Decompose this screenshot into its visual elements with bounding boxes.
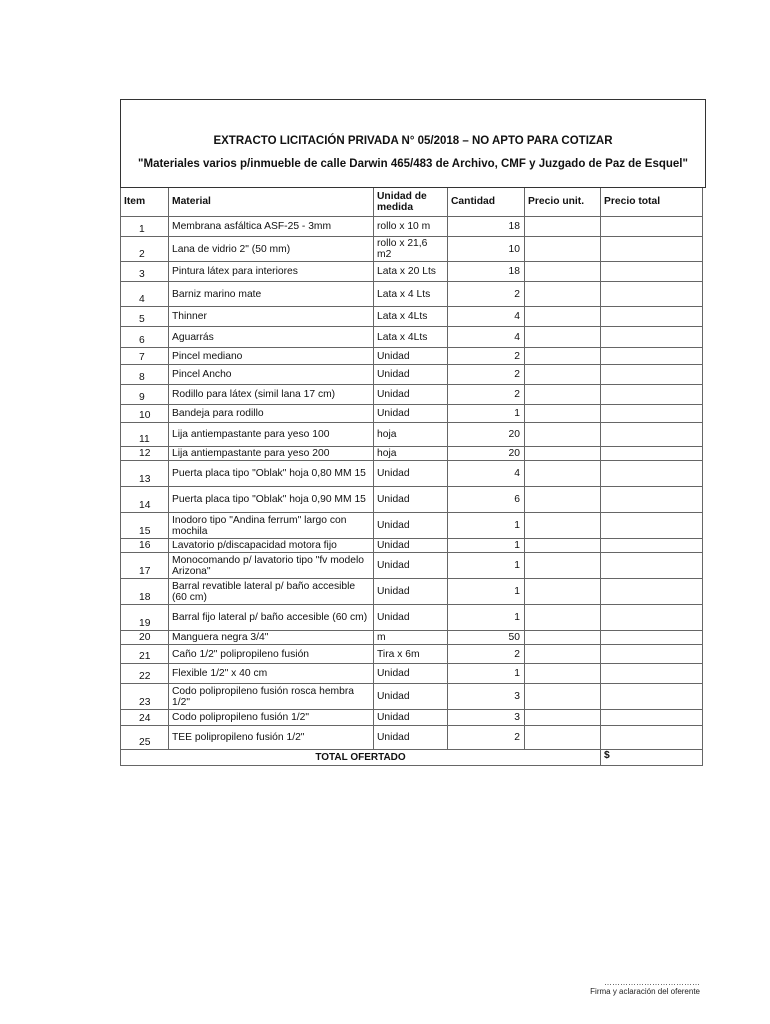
unit-price-cell[interactable] [525, 423, 601, 447]
material-cell: Monocomando p/ lavatorio tipo "fv modelo Arizona" [169, 553, 374, 579]
item-cell: 5 [121, 307, 169, 327]
unit-price-cell[interactable] [525, 447, 601, 461]
quantity-cell: 6 [448, 487, 525, 513]
material-cell: Codo polipropileno fusión rosca hembra 1/2" [169, 684, 374, 710]
quantity-cell: 4 [448, 461, 525, 487]
material-cell: Bandeja para rodillo [169, 405, 374, 423]
material-cell: Flexible 1/2" x 40 cm [169, 664, 374, 684]
total-price-cell[interactable] [601, 217, 703, 237]
unit-cell: Lata x 4 Lts [374, 282, 448, 307]
total-price-cell[interactable] [601, 447, 703, 461]
unit-price-cell[interactable] [525, 726, 601, 750]
document-header [120, 99, 706, 188]
item-cell: 6 [121, 327, 169, 348]
material-cell: Manguera negra 3/4" [169, 631, 374, 645]
total-price-cell[interactable] [601, 664, 703, 684]
quantity-cell: 1 [448, 605, 525, 631]
total-price-cell[interactable] [601, 262, 703, 282]
column-header-quantity: Cantidad [448, 187, 525, 217]
total-price-cell[interactable] [601, 710, 703, 726]
unit-price-cell[interactable] [525, 513, 601, 539]
item-cell: 18 [121, 579, 169, 605]
unit-cell: Tira x 6m [374, 645, 448, 664]
quantity-cell: 50 [448, 631, 525, 645]
unit-price-cell[interactable] [525, 539, 601, 553]
material-cell: Membrana asfáltica ASF-25 - 3mm [169, 217, 374, 237]
quantity-cell: 2 [448, 348, 525, 365]
material-cell: Lavatorio p/discapacidad motora fijo [169, 539, 374, 553]
total-price-cell[interactable] [601, 307, 703, 327]
unit-cell: Unidad [374, 385, 448, 405]
table-row [121, 726, 703, 750]
material-cell: Caño 1/2" polipropileno fusión [169, 645, 374, 664]
signature-line: ……………………………… [604, 978, 700, 987]
quantity-cell: 4 [448, 307, 525, 327]
table-row [121, 282, 703, 307]
unit-price-cell[interactable] [525, 553, 601, 579]
unit-cell: Unidad [374, 348, 448, 365]
unit-price-cell[interactable] [525, 684, 601, 710]
column-header-unit-price: Precio unit. [525, 187, 601, 217]
total-price-cell[interactable] [601, 726, 703, 750]
material-cell: Lana de vidrio 2" (50 mm) [169, 237, 374, 262]
unit-cell: Unidad [374, 710, 448, 726]
item-cell: 9 [121, 385, 169, 405]
item-cell: 4 [121, 282, 169, 307]
table-row [121, 684, 703, 710]
table-row [121, 365, 703, 385]
table-body [121, 217, 703, 750]
table-row [121, 385, 703, 405]
table-row [121, 327, 703, 348]
quantity-cell: 3 [448, 684, 525, 710]
material-cell: Aguarrás [169, 327, 374, 348]
material-cell: Pincel mediano [169, 348, 374, 365]
quantity-cell: 2 [448, 365, 525, 385]
table-row [121, 348, 703, 365]
unit-price-cell[interactable] [525, 307, 601, 327]
material-cell: Puerta placa tipo "Oblak" hoja 0,80 MM 15 [169, 461, 374, 487]
unit-cell: m [374, 631, 448, 645]
total-price-cell[interactable] [601, 579, 703, 605]
total-price-cell[interactable] [601, 684, 703, 710]
total-row [121, 750, 703, 766]
unit-cell: Lata x 4Lts [374, 327, 448, 348]
table-row [121, 645, 703, 664]
quantity-cell: 18 [448, 217, 525, 237]
quantity-cell: 1 [448, 664, 525, 684]
total-price-cell[interactable] [601, 237, 703, 262]
material-cell: Lija antiempastante para yeso 200 [169, 447, 374, 461]
item-cell: 3 [121, 262, 169, 282]
material-cell: Barniz marino mate [169, 282, 374, 307]
unit-cell: Lata x 4Lts [374, 307, 448, 327]
unit-price-cell[interactable] [525, 327, 601, 348]
column-header-item: Item [121, 187, 169, 217]
item-cell: 10 [121, 405, 169, 423]
item-cell: 19 [121, 605, 169, 631]
table-row [121, 664, 703, 684]
unit-price-cell[interactable] [525, 262, 601, 282]
material-cell: Rodillo para látex (simil lana 17 cm) [169, 385, 374, 405]
unit-cell: hoja [374, 447, 448, 461]
quantity-cell: 1 [448, 579, 525, 605]
table-row [121, 405, 703, 423]
quantity-cell: 1 [448, 405, 525, 423]
quantity-cell: 2 [448, 726, 525, 750]
material-cell: Codo polipropileno fusión 1/2" [169, 710, 374, 726]
column-header-total-price: Precio total [601, 187, 703, 217]
material-cell: Thinner [169, 307, 374, 327]
table-row [121, 553, 703, 579]
unit-price-cell[interactable] [525, 365, 601, 385]
material-cell: Lija antiempastante para yeso 100 [169, 423, 374, 447]
total-price-cell[interactable] [601, 539, 703, 553]
unit-cell: Unidad [374, 726, 448, 750]
material-cell: Pincel Ancho [169, 365, 374, 385]
unit-price-cell[interactable] [525, 385, 601, 405]
total-value-cell[interactable]: $ [601, 750, 703, 766]
unit-cell: Lata x 20 Lts [374, 262, 448, 282]
unit-price-cell[interactable] [525, 605, 601, 631]
table-row [121, 447, 703, 461]
total-price-cell[interactable] [601, 513, 703, 539]
total-price-cell[interactable] [601, 348, 703, 365]
item-cell: 1 [121, 217, 169, 237]
total-price-cell[interactable] [601, 487, 703, 513]
unit-price-cell[interactable] [525, 710, 601, 726]
table-row [121, 307, 703, 327]
quantity-cell: 20 [448, 447, 525, 461]
unit-cell: Unidad [374, 513, 448, 539]
unit-price-cell[interactable] [525, 579, 601, 605]
unit-price-cell[interactable] [525, 631, 601, 645]
unit-price-cell[interactable] [525, 217, 601, 237]
material-cell: Pintura látex para interiores [169, 262, 374, 282]
unit-price-cell[interactable] [525, 487, 601, 513]
table-row [121, 487, 703, 513]
quantity-cell: 2 [448, 645, 525, 664]
materials-table [120, 186, 703, 766]
item-cell: 25 [121, 726, 169, 750]
column-header-unit: Unidad de medida [374, 187, 448, 217]
quote-sheet [120, 99, 702, 766]
table-row [121, 461, 703, 487]
material-cell: Puerta placa tipo "Oblak" hoja 0,90 MM 15 [169, 487, 374, 513]
unit-cell: Unidad [374, 579, 448, 605]
column-header-material: Material [169, 187, 374, 217]
item-cell: 23 [121, 684, 169, 710]
unit-cell: Unidad [374, 487, 448, 513]
total-price-cell[interactable] [601, 385, 703, 405]
total-label: TOTAL OFERTADO [121, 750, 601, 766]
item-cell: 14 [121, 487, 169, 513]
total-price-cell[interactable] [601, 423, 703, 447]
unit-cell: rollo x 10 m [374, 217, 448, 237]
item-cell: 11 [121, 423, 169, 447]
item-cell: 22 [121, 664, 169, 684]
unit-price-cell[interactable] [525, 237, 601, 262]
table-row [121, 710, 703, 726]
total-price-cell[interactable] [601, 553, 703, 579]
item-cell: 13 [121, 461, 169, 487]
table-row [121, 262, 703, 282]
table-row [121, 579, 703, 605]
quantity-cell: 1 [448, 539, 525, 553]
document-title: EXTRACTO LICITACIÓN PRIVADA N° 05/2018 – NO APTO PARA COTIZAR [213, 135, 613, 147]
quantity-cell: 1 [448, 513, 525, 539]
unit-cell: Unidad [374, 461, 448, 487]
item-cell: 24 [121, 710, 169, 726]
total-price-cell[interactable] [601, 645, 703, 664]
table-row [121, 631, 703, 645]
unit-cell: Unidad [374, 405, 448, 423]
quantity-cell: 3 [448, 710, 525, 726]
total-price-cell[interactable] [601, 461, 703, 487]
item-cell: 7 [121, 348, 169, 365]
total-price-cell[interactable] [601, 405, 703, 423]
table-row [121, 237, 703, 262]
material-cell: TEE polipropileno fusión 1/2" [169, 726, 374, 750]
item-cell: 2 [121, 237, 169, 262]
item-cell: 8 [121, 365, 169, 385]
total-price-cell[interactable] [601, 631, 703, 645]
signature-label: Firma y aclaración del oferente [590, 987, 700, 996]
table-row [121, 217, 703, 237]
item-cell: 12 [121, 447, 169, 461]
unit-price-cell[interactable] [525, 405, 601, 423]
unit-cell: Unidad [374, 553, 448, 579]
total-price-cell[interactable] [601, 365, 703, 385]
unit-cell: rollo x 21,6 m2 [374, 237, 448, 262]
item-cell: 21 [121, 645, 169, 664]
table-header-row [121, 187, 703, 217]
quantity-cell: 2 [448, 282, 525, 307]
unit-cell: Unidad [374, 684, 448, 710]
item-cell: 17 [121, 553, 169, 579]
table-row [121, 539, 703, 553]
quantity-cell: 4 [448, 327, 525, 348]
unit-price-cell[interactable] [525, 282, 601, 307]
material-cell: Inodoro tipo "Andina ferrum" largo con mochila [169, 513, 374, 539]
quantity-cell: 1 [448, 553, 525, 579]
quantity-cell: 10 [448, 237, 525, 262]
unit-price-cell[interactable] [525, 461, 601, 487]
unit-cell: Unidad [374, 539, 448, 553]
material-cell: Barral fijo lateral p/ baño accesible (60 cm) [169, 605, 374, 631]
quantity-cell: 20 [448, 423, 525, 447]
total-price-cell[interactable] [601, 282, 703, 307]
unit-cell: Unidad [374, 664, 448, 684]
unit-price-cell[interactable] [525, 348, 601, 365]
table-row [121, 513, 703, 539]
table-row [121, 605, 703, 631]
material-cell: Barral revatible lateral p/ baño accesible (60 cm) [169, 579, 374, 605]
total-price-cell[interactable] [601, 605, 703, 631]
document-subtitle: "Materiales varios p/inmueble de calle Darwin 465/483 de Archivo, CMF y Juzgado de Paz de Esquel" [138, 158, 688, 170]
signature-block [590, 978, 700, 996]
unit-cell: Unidad [374, 605, 448, 631]
total-price-cell[interactable] [601, 327, 703, 348]
table-row [121, 423, 703, 447]
unit-price-cell[interactable] [525, 645, 601, 664]
quantity-cell: 18 [448, 262, 525, 282]
unit-price-cell[interactable] [525, 664, 601, 684]
item-cell: 16 [121, 539, 169, 553]
unit-cell: Unidad [374, 365, 448, 385]
item-cell: 20 [121, 631, 169, 645]
item-cell: 15 [121, 513, 169, 539]
unit-cell: hoja [374, 423, 448, 447]
quantity-cell: 2 [448, 385, 525, 405]
